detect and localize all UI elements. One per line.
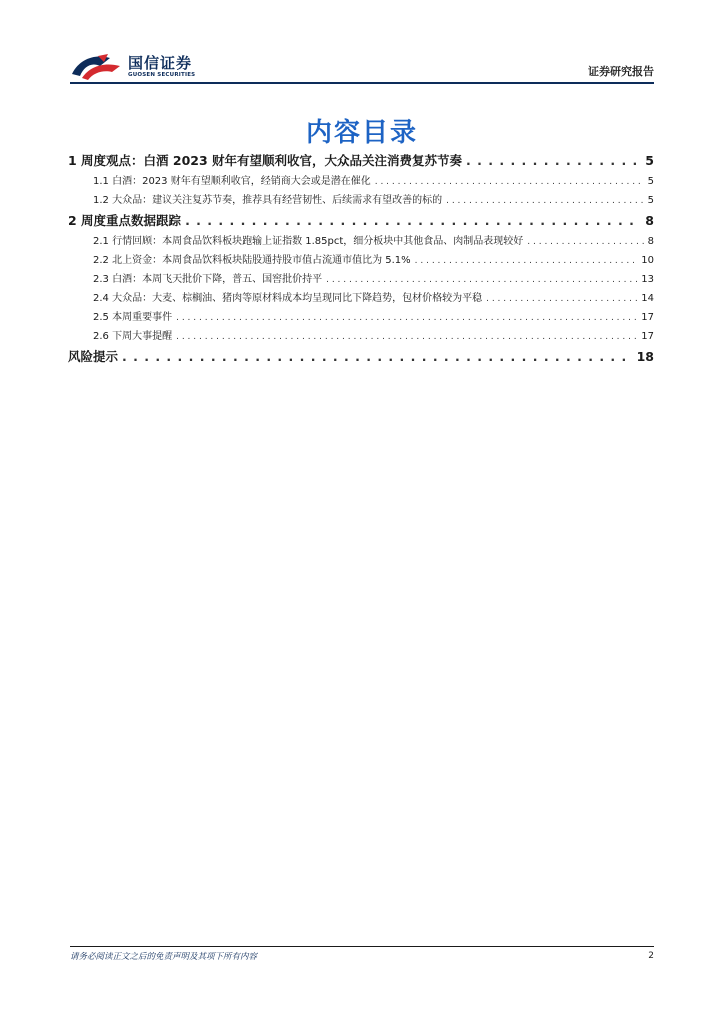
toc-dot-leader: [446, 192, 644, 210]
header-divider: [70, 82, 654, 84]
toc-entry-page: 8: [645, 213, 654, 228]
toc-entry-text: 1.2 大众品：建议关注复苏节奏，推荐具有经营韧性、后续需求有望改善的标的: [93, 195, 443, 206]
toc-entry-text: 2.5 本周重要事件: [93, 312, 173, 323]
toc-entry-page: 10: [641, 255, 654, 266]
toc-entry-page: 5: [645, 153, 654, 168]
table-of-contents: [68, 150, 654, 368]
toc-entry-text: 2.4 大众品：大麦、棕榈油、猪肉等原材料成本均呈现同比下降趋势，包材价格较为平稳: [93, 293, 483, 304]
toc-entry-text: 2.2 北上资金：本周食品饮料板块陆股通持股市值占流通市值比为 5.1%: [93, 255, 411, 266]
toc-dot-leader: [415, 252, 638, 270]
toc-entry-page: 17: [641, 331, 654, 342]
toc-entry-page: 13: [641, 274, 654, 285]
toc-entry-text: 2 周度重点数据跟踪: [68, 213, 182, 228]
toc-dot-leader: [466, 150, 641, 172]
toc-entry-text: 2.1 行情回顾：本周食品饮料板块跑输上证指数 1.85pct，细分板块中其他食品、肉制品表现较好: [93, 236, 524, 247]
toc-entry-subsection[interactable]: [68, 191, 654, 210]
brand-logo: [70, 50, 210, 86]
toc-title: 内容目录: [305, 118, 418, 148]
toc-entry-section[interactable]: [68, 150, 654, 172]
toc-entry-page: 5: [647, 176, 654, 187]
toc-entry-text: 1 周度观点：白酒 2023 财年有望顺利收官，大众品关注消费复苏节奏: [68, 153, 463, 168]
toc-entry-text: 2.6 下周大事提醒: [93, 331, 173, 342]
toc-entry-subsection[interactable]: [68, 327, 654, 346]
toc-entry-subsection[interactable]: [68, 172, 654, 191]
toc-dot-leader: [185, 210, 641, 232]
page-number: 2: [648, 951, 654, 961]
toc-dot-leader: [527, 233, 643, 251]
toc-entry-page: 5: [647, 195, 654, 206]
guosen-logo-icon: [70, 52, 124, 82]
toc-entry-text: 1.1 白酒：2023 财年有望顺利收官，经销商大会或是潜在催化: [93, 176, 371, 187]
toc-entry-text: 风险提示: [68, 349, 119, 364]
document-type: 证券研究报告: [588, 65, 654, 78]
toc-dot-leader: [176, 328, 637, 346]
brand-name-cn: 国信证券: [128, 54, 193, 72]
toc-dot-leader: [326, 271, 637, 289]
toc-dot-leader: [176, 309, 637, 327]
toc-entry-page: 17: [641, 312, 654, 323]
toc-dot-leader: [486, 290, 637, 308]
toc-dot-leader: [375, 173, 644, 191]
brand-name-en: GUOSEN SECURITIES: [128, 72, 196, 78]
toc-entry-page: 8: [647, 236, 654, 247]
toc-entry-subsection[interactable]: [68, 251, 654, 270]
toc-entry-text: 2.3 白酒：本周飞天批价下降，普五、国窖批价持平: [93, 274, 323, 285]
toc-entry-subsection[interactable]: [68, 289, 654, 308]
toc-entry-section[interactable]: [68, 210, 654, 232]
toc-entry-page: 14: [641, 293, 654, 304]
toc-entry-section[interactable]: [68, 346, 654, 368]
toc-entry-subsection[interactable]: [68, 308, 654, 327]
disclaimer-note: 请务必阅读正文之后的免责声明及其项下所有内容: [70, 952, 258, 962]
footer-divider: [70, 946, 654, 947]
toc-entry-subsection[interactable]: [68, 232, 654, 251]
toc-dot-leader: [122, 346, 633, 368]
toc-entry-page: 18: [636, 349, 654, 364]
page-header: [0, 0, 724, 90]
toc-entry-subsection[interactable]: [68, 270, 654, 289]
